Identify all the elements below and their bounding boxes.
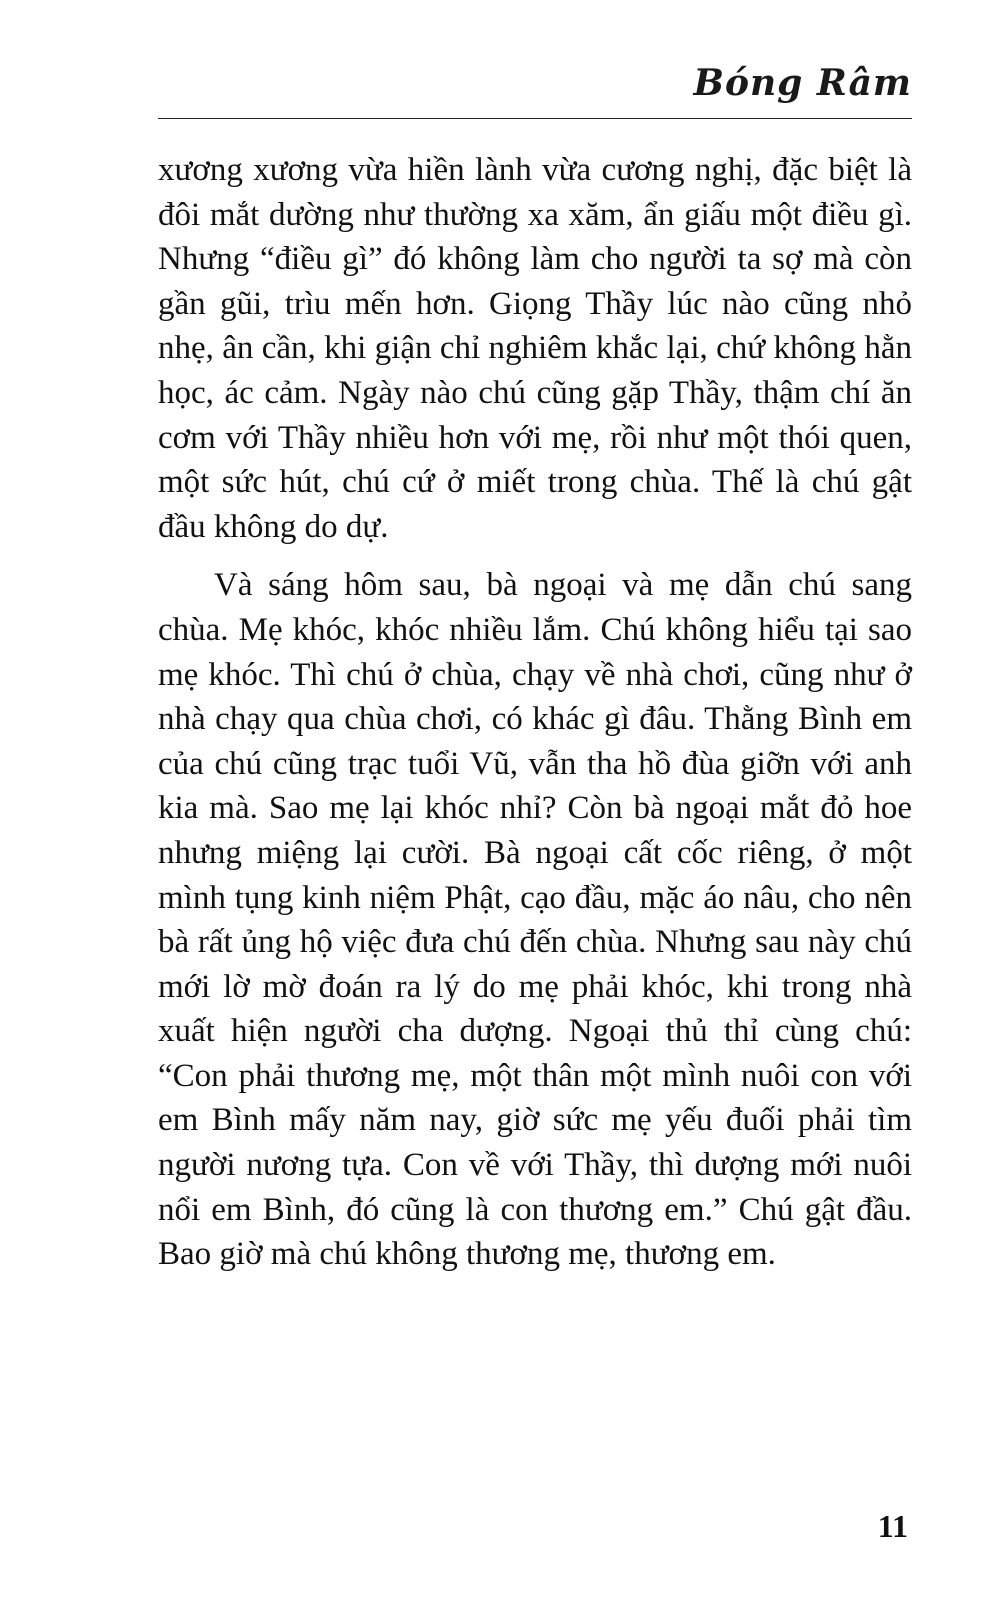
header-divider [158,118,912,119]
paragraph: xương xương vừa hiền lành vừa cương nghị, đặc biệt là đôi mắt dường như thường xa xăm, ẩn giấu một điều gì. Nhưng “điều gì” đó không làm cho người ta sợ mà còn gần gũi, trìu mến hơn. Giọng Thầy lúc nào cũng nhỏ nhẹ, ân cần, khi giận chỉ nghiêm khắc lại, chứ không hằn học, ác cảm. Ngày nào chú cũng gặp Thầy, thậm chí ăn cơm với Thầy nhiều hơn với mẹ, rồi như một thói quen, một sức hút, chú cứ ở miết trong chùa. Thế là chú gật đầu không do dự. [158,152,912,545]
running-header-title: Bóng Râm [693,62,912,104]
body-text [158,148,912,1277]
paragraph: Và sáng hôm sau, bà ngoại và mẹ dẫn chú sang chùa. Mẹ khóc, khóc nhiều lắm. Chú không hiểu tại sao mẹ khóc. Thì chú ở chùa, chạy về nhà chơi, cũng như ở nhà chạy qua chùa chơi, có khác gì đâu. Thằng Bình em của chú cũng trạc tuổi Vũ, vẫn tha hồ đùa giỡn với anh kia mà. Sao mẹ lại khóc nhỉ? Còn bà ngoại mắt đỏ hoe nhưng miệng lại cười. Bà ngoại cất cốc riêng, ở một mình tụng kinh niệm Phật, cạo đầu, mặc áo nâu, cho nên bà rất ủng hộ việc đưa chú đến chùa. Nhưng sau này chú mới lờ mờ đoán ra lý do mẹ phải khóc, khi trong nhà xuất hiện người cha dượng. Ngoại thủ thỉ cùng chú: “Con phải thương mẹ, một thân một mình nuôi con với em Bình mấy năm nay, giờ sức mẹ yếu đuối phải tìm người nương tựa. Con về với Thầy, thì dượng mới nuôi nổi em Bình, đó cũng là con thương em.” Chú gật đầu. Bao giờ mà chú không thương mẹ, thương em. [158,567,912,1273]
page-number: 11 [877,1508,908,1544]
